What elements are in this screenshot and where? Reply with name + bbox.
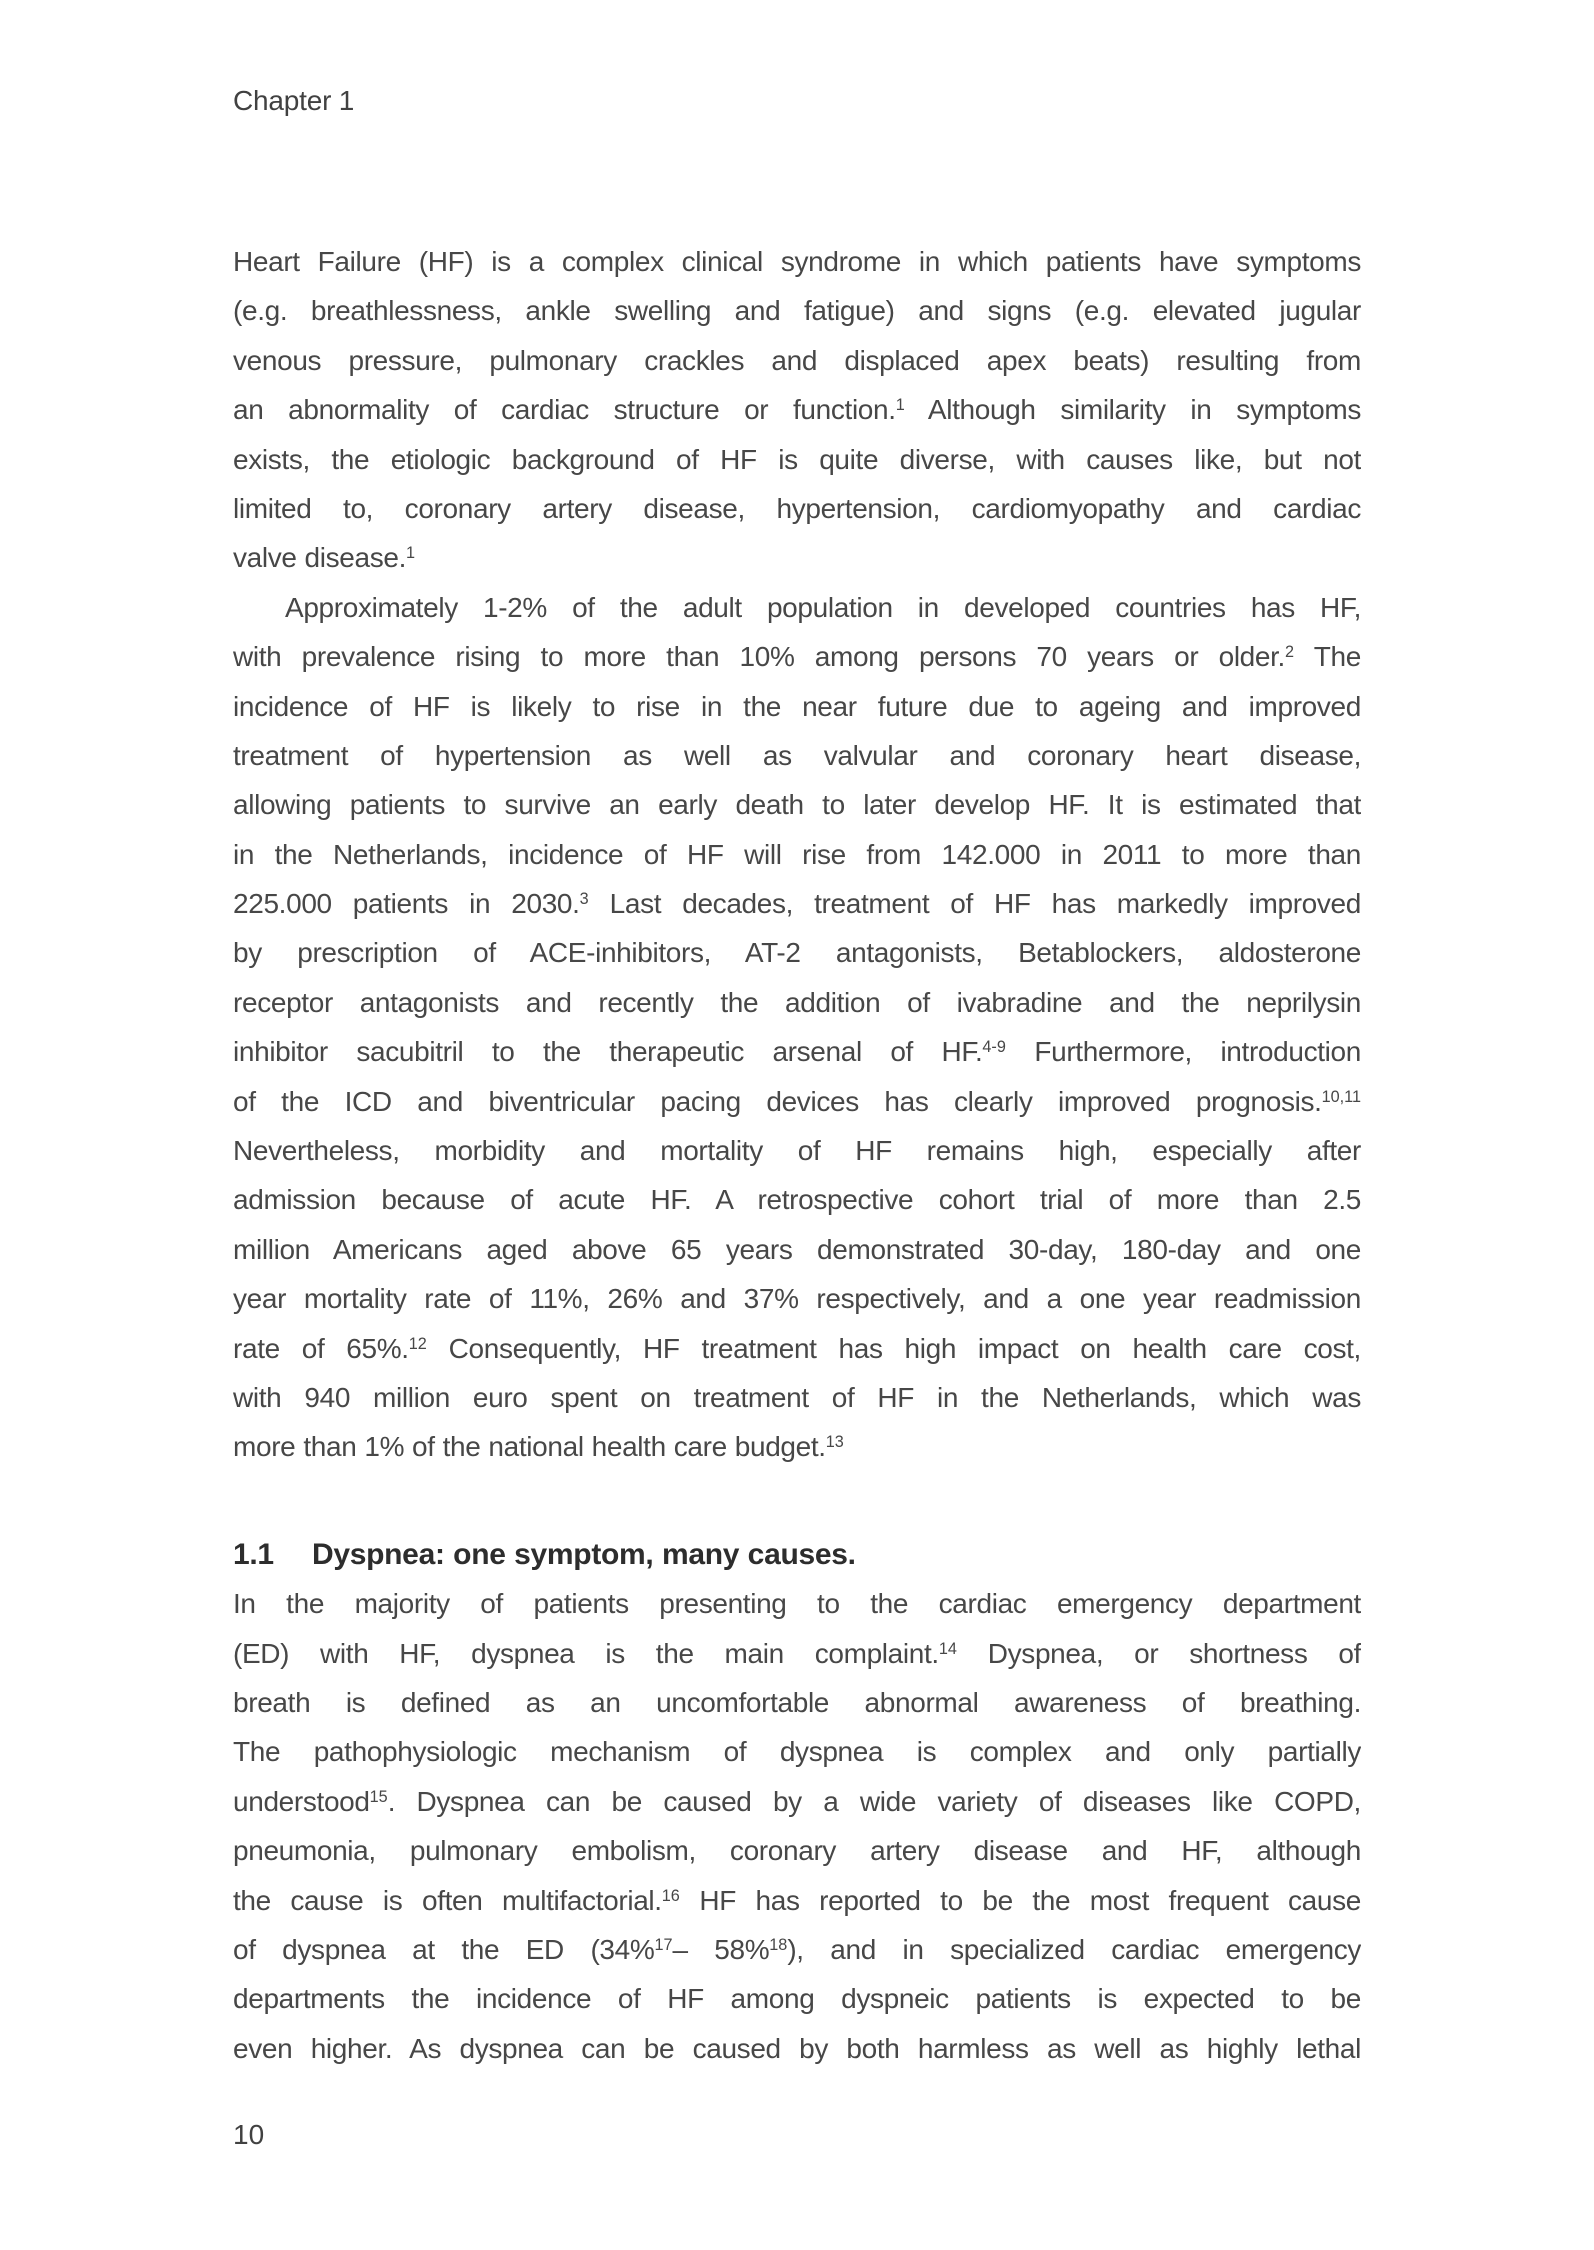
text-line: inhibitor sacubitril to the therapeutic arsenal of HF.$^{4-9}$ Furthermore, introduction [233,1036,1361,1068]
text-line: breath is defined as an uncomfortable abnormal awareness of breathing. [233,1686,1361,1718]
section-number: 1.1 [233,1537,274,1571]
text-line: 225.000 patients in 2030.$^3$ Last decades, treatment of HF has markedly improved [233,888,1361,920]
text-line: valve disease.$^1$ [233,542,416,574]
text-line: even higher. As dyspnea can be caused by both harmless as well as highly lethal [233,2032,1361,2064]
reference-superscript: 1 [406,544,416,563]
paragraph-intro-hf [233,237,1361,583]
text-line: of the ICD and biventricular pacing devices has clearly improved prognosis.$^{10,11}$ [233,1085,1361,1117]
text-line: In the majority of patients presenting to the cardiac emergency department [233,1588,1361,1620]
text-line: the cause is often multifactorial.$^{16}$ HF has reported to be the most frequent cause [233,1884,1361,1916]
text-line: Heart Failure (HF) is a complex clinical syndrome in which patients have symptoms [233,246,1361,277]
text-line: by prescription of ACE-inhibitors, AT-2 antagonists, Betablockers, aldosterone [233,937,1361,969]
text-line: million Americans aged above 65 years demonstrated 30-day, 180-day and one [233,1233,1361,1265]
section-title: Dyspnea: one symptom, many causes. [312,1537,856,1571]
reference-superscript: 3 [579,890,589,909]
text-line: treatment of hypertension as well as valvular and coronary heart disease, [233,739,1361,771]
reference-superscript: 16 [661,1886,680,1905]
reference-superscript: 18 [769,1935,788,1954]
text-line: Nevertheless, morbidity and mortality of HF remains high, especially after [233,1135,1361,1167]
paragraph-dyspnea [233,1579,1361,2073]
reference-superscript: 12 [408,1334,427,1353]
text-line: more than 1% of the national health care budget.$^{13}$ [233,1431,844,1463]
text-line: of dyspnea at the ED (34%$^{17}$– 58%$^{18}$), and in specialized cardiac emergency [233,1933,1361,1965]
reference-superscript: 15 [369,1787,388,1806]
page-number: 10 [233,2119,265,2150]
text-line: The pathophysiologic mechanism of dyspnea is complex and only partially [233,1736,1361,1768]
text-line: allowing patients to survive an early death to later develop HF. It is estimated that [233,789,1361,821]
text-line: limited to, coronary artery disease, hypertension, cardiomyopathy and cardiac [233,492,1361,524]
text-line: admission because of acute HF. A retrospective cohort trial of more than 2.5 [233,1184,1361,1216]
text-line: (ED) with HF, dyspnea is the main complaint.$^{14}$ Dyspnea, or shortness of [233,1637,1361,1669]
text-line: understood$^{15}$. Dyspnea can be caused by a wide variety of diseases like COPD, [233,1785,1361,1817]
text-line: with 940 million euro spent on treatment of HF in the Netherlands, which was [233,1381,1361,1413]
text-line: with prevalence rising to more than 10% among persons 70 years or older.$^2$ The [233,641,1361,673]
text-line: an abnormality of cardiac structure or function.$^1$ Although similarity in symptoms [233,394,1361,426]
text-line: receptor antagonists and recently the addition of ivabradine and the neprilysin [233,986,1361,1018]
text-line: venous pressure, pulmonary crackles and displaced apex beats) resulting from [233,344,1361,376]
chapter-header: Chapter 1 [233,85,355,116]
text-line: rate of 65%.$^{12}$ Consequently, HF treatment has high impact on health care cost, [233,1332,1361,1364]
reference-superscript: 4-9 [982,1038,1006,1057]
reference-superscript: 14 [938,1639,957,1658]
reference-superscript: 2 [1285,643,1295,662]
reference-superscript: 13 [825,1433,844,1452]
text-line: (e.g. breathlessness, ankle swelling and fatigue) and signs (e.g. elevated jugular [233,295,1361,327]
text-line: exists, the etiologic background of HF is quite diverse, with causes like, but not [233,443,1361,475]
section-heading [233,1530,1361,1579]
body-text [233,237,1361,2073]
text-line: departments the incidence of HF among dyspneic patients is expected to be [233,1983,1361,2015]
paragraph-epidemiology [233,583,1361,1472]
text-line: pneumonia, pulmonary embolism, coronary artery disease and HF, although [233,1835,1361,1867]
reference-superscript: 10,11 [1321,1087,1361,1106]
reference-superscript: 17 [654,1935,673,1954]
reference-superscript: 1 [895,396,905,415]
text-line: year mortality rate of 11%, 26% and 37% respectively, and a one year readmission [233,1283,1361,1315]
text-line: in the Netherlands, incidence of HF will rise from 142.000 in 2011 to more than [233,838,1361,870]
text-line: incidence of HF is likely to rise in the near future due to ageing and improved [233,690,1361,722]
text-line: Approximately 1-2% of the adult population in developed countries has HF, [285,591,1361,623]
